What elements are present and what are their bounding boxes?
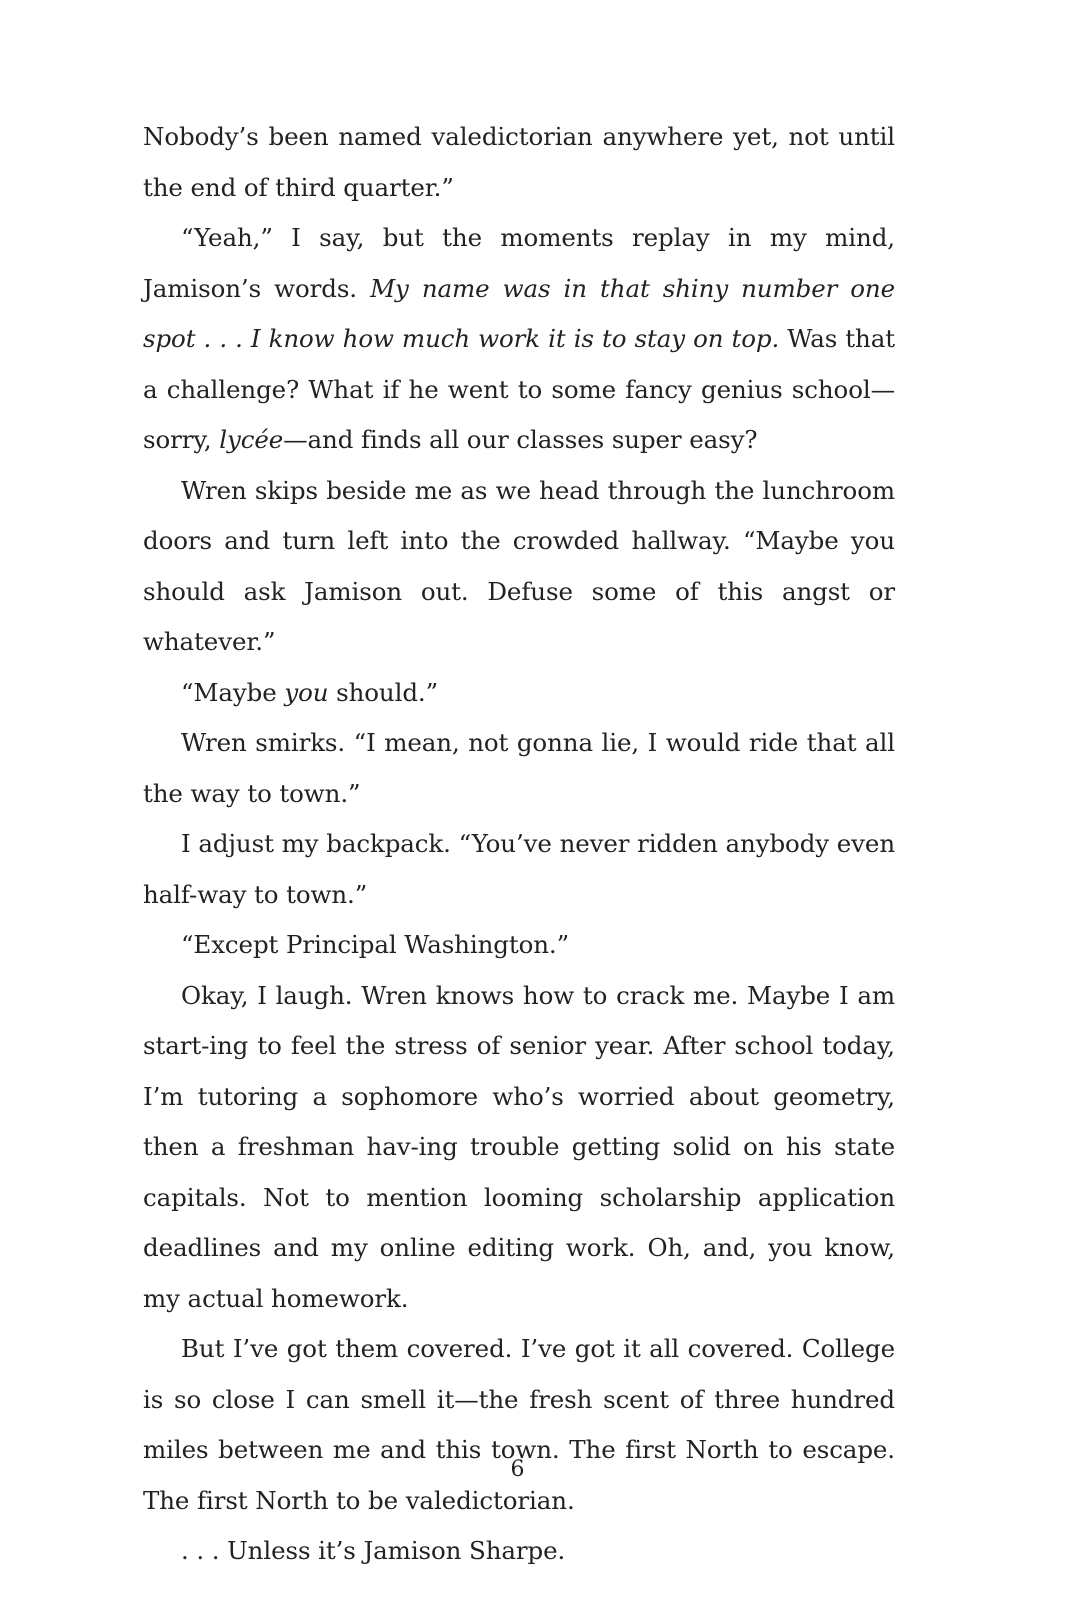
italic-text: you — [284, 677, 329, 707]
paragraph — [143, 819, 895, 920]
paragraph — [143, 213, 895, 466]
text-run: should.” — [328, 677, 439, 707]
paragraph — [143, 112, 895, 213]
paragraph — [143, 668, 895, 719]
paragraph — [143, 920, 895, 971]
paragraph — [143, 1526, 895, 1577]
text-run: Wren skips beside me as we head through the lunchroom doors and turn left into the crowded hallway. “Maybe you should ask Jamison out. Defuse some of this angst or whatever.” — [143, 475, 895, 656]
text-run: Nobody’s been named valedictorian anywhere yet, not until the end of third quarter.” — [143, 122, 895, 202]
text-run: —and finds all our classes super easy? — [283, 425, 758, 454]
text-run: “Except Principal Washington.” — [181, 930, 570, 959]
paragraph — [143, 1324, 895, 1526]
text-run: I adjust my backpack. “You’ve never ridden anybody even half-way to town.” — [143, 829, 895, 909]
paragraph — [143, 466, 895, 668]
text-run: Was that a challenge? What if he went to some fancy genius school—sorry, — [143, 324, 895, 454]
page-number: 6 — [510, 1457, 525, 1482]
text-run: Okay, I laugh. Wren knows how to crack me. Maybe I am start-ing to feel the stress of senior year. After school today, I’m tutoring a sophomore who’s worried about geometry, then a freshman hav-ing trouble getting solid on his state capitals. Not to mention looming scholarship application deadlines and my online editing work. Oh, and, you know, my actual homework. — [143, 980, 895, 1313]
text-run: “Yeah,” I say, but the moments replay in my mind, Jamison’s words. — [143, 223, 895, 303]
italic-text: lycée — [219, 425, 284, 454]
text-run: “Maybe — [181, 677, 285, 707]
text-run: But I’ve got them covered. I’ve got it all covered. College is so close I can smell it—the fresh scent of three hundred miles between me and this town. The first North to escape. The first North to be valedictorian. — [143, 1334, 895, 1515]
paragraph — [143, 718, 895, 819]
paragraph — [143, 971, 895, 1325]
text-run: Wren smirks. “I mean, not gonna lie, I would ride that all the way to town.” — [143, 728, 895, 808]
italic-text: My name was in that shiny number one spot . . . I know how much work it is to stay on top. — [143, 273, 895, 353]
text-run: . . . Unless it’s Jamison Sharpe. — [181, 1536, 566, 1565]
page-body — [143, 112, 895, 1577]
